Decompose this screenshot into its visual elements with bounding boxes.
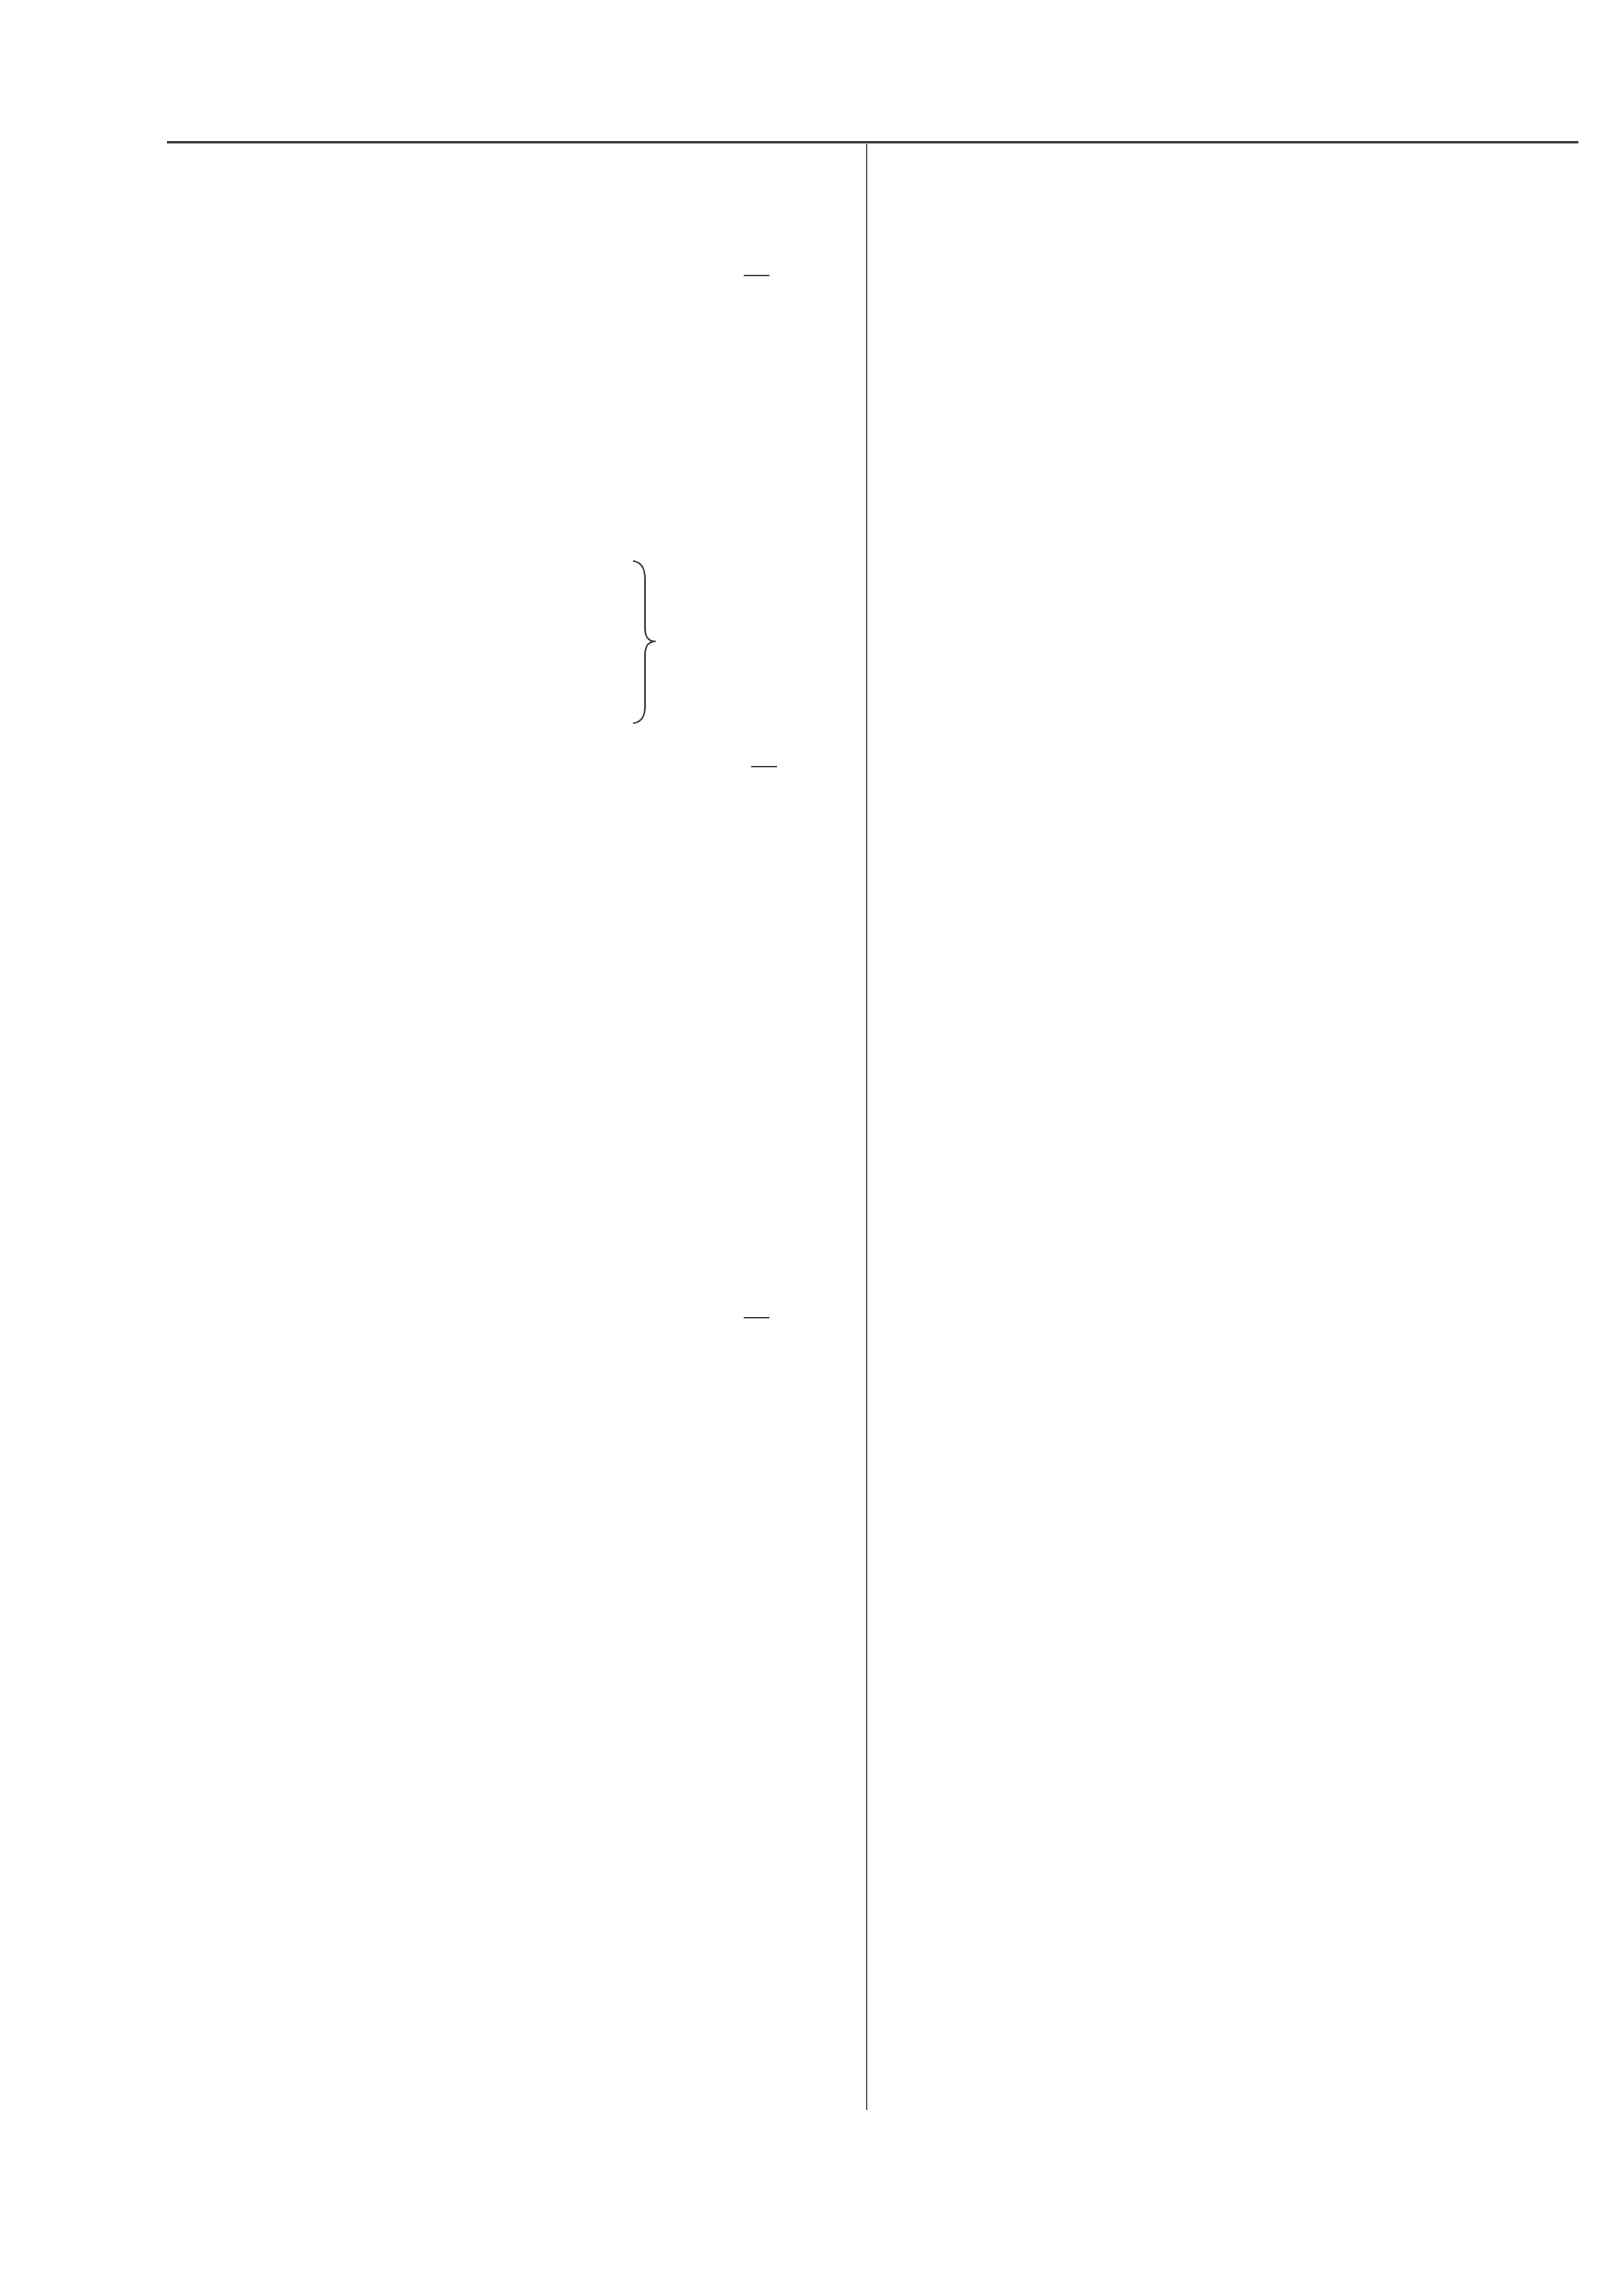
left-column (167, 168, 826, 1493)
rule-line (744, 1317, 769, 1318)
score-line (167, 1144, 826, 1178)
previous-scorecard-end (167, 168, 826, 314)
wcgs-second-heading (167, 1362, 826, 1395)
score-line (167, 281, 826, 315)
score-line (167, 1323, 826, 1357)
score-line (167, 941, 826, 975)
martley-innings-headings (884, 312, 1567, 342)
score-line (167, 1177, 826, 1211)
wcgs-two-innings-continued (884, 168, 1567, 236)
total-rule (167, 1312, 826, 1323)
two-innings-line (163, 1459, 826, 1493)
martley-team-heading (884, 280, 1567, 312)
score-line (167, 1076, 826, 1110)
column-divider (866, 144, 867, 2110)
did-not-bat-line (167, 691, 637, 726)
score-line (167, 203, 826, 237)
score-line (167, 523, 826, 557)
two-innings-line (884, 168, 1567, 203)
score-line (167, 1009, 826, 1043)
wcgs-scorecard-total (167, 727, 826, 805)
score-line (167, 1245, 826, 1279)
score-line (167, 421, 826, 455)
two-innings-line (884, 203, 1567, 236)
score-line (167, 1211, 826, 1246)
score-line (167, 772, 826, 806)
score-line (167, 1279, 826, 1313)
right-column (884, 168, 1567, 380)
did-not-bat-group (167, 556, 826, 727)
score-line (167, 354, 826, 388)
total-rule (167, 270, 826, 281)
score-line (167, 1110, 826, 1144)
norton-team-heading (167, 871, 826, 904)
score-line (167, 1042, 826, 1076)
header-rule (167, 141, 1578, 143)
wcgs-heading (167, 320, 826, 354)
total-rule (167, 761, 826, 772)
score-line (167, 907, 826, 941)
score-line (167, 489, 826, 523)
score-line (167, 975, 826, 1009)
norton-heading (167, 822, 826, 860)
did-not-bat-line (167, 624, 637, 658)
rule-line (744, 275, 769, 276)
score-line (167, 455, 826, 490)
did-not-bat-line (167, 658, 637, 692)
score-line (167, 727, 826, 761)
score-line (167, 388, 826, 422)
two-innings-line (163, 1425, 826, 1460)
norton-scorecard (167, 907, 826, 1357)
did-not-bat-line (167, 556, 637, 591)
martley-heading (884, 236, 1567, 269)
score-line (167, 168, 826, 203)
wcgs-martley-heading (884, 347, 1567, 380)
innings-headings (167, 1395, 826, 1425)
rule-line (751, 766, 777, 767)
did-not-bat-line (167, 591, 637, 625)
page-header (0, 0, 1608, 152)
wcgs-scorecard (167, 354, 826, 556)
wcgs-two-innings-scorecard (163, 1425, 826, 1493)
score-line (167, 236, 826, 270)
